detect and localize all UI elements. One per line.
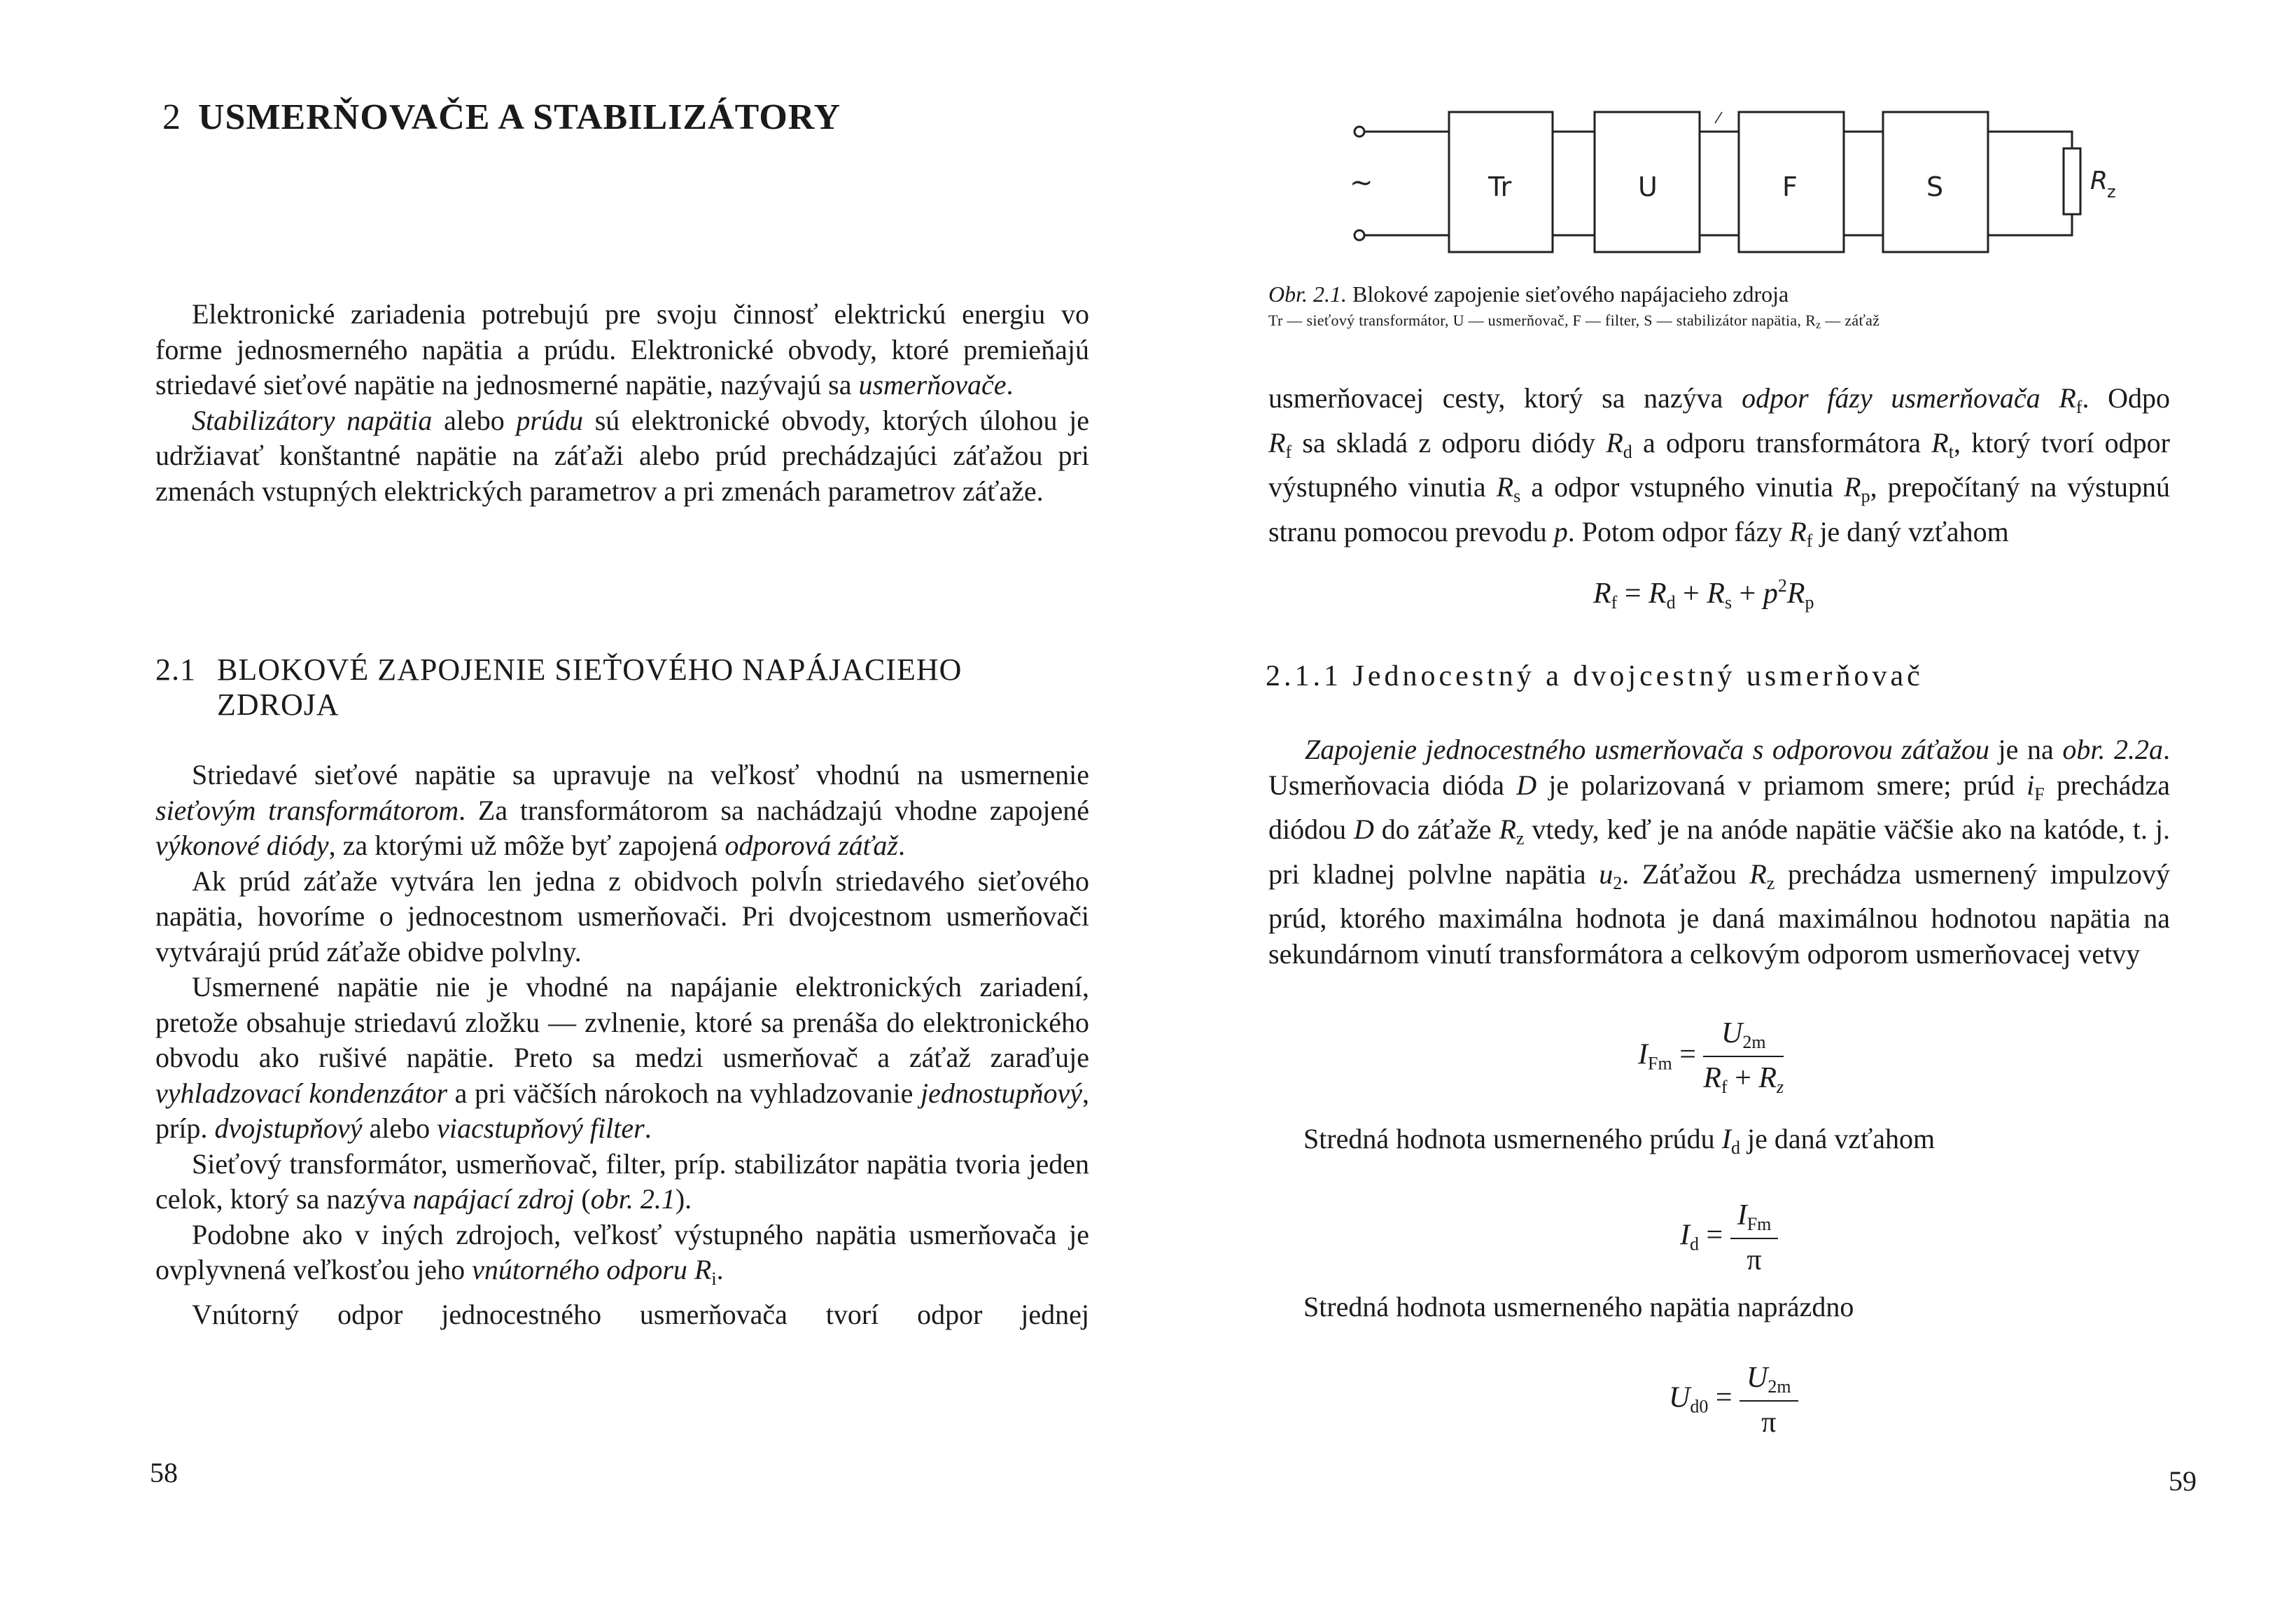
paragraph-8: Vnútorný odpor jednocestného usmerňovača tvorí odpor jednej <box>192 1298 1089 1330</box>
right-paragraph-4: Stredná hodnota usmerneného prúdu $I_d$ je daná vzťahom <box>1303 1123 1935 1158</box>
page-number-left: 58 <box>150 1457 178 1488</box>
block-f-label: F <box>1782 172 1798 202</box>
input-terminal-bottom <box>1354 230 1364 240</box>
paragraph-4: Ak prúd záťaže vytvára len jedna z obidvoch polvĺn striedavého sieťového napätia, hovoríme o jednocestnom usmerňovači. Pri dvojcestnom usmerňovači vytvárajú prúd záťaže obidve polvlny. <box>155 865 1089 968</box>
load-resistor <box>2064 148 2080 214</box>
block-tr-label: Tr <box>1488 172 1512 202</box>
right-page <box>1148 0 2296 1599</box>
block-u-label: U <box>1638 172 1658 202</box>
caption-main: Obr. 2.1. Blokové zapojenie sieťového napájacieho zdroja <box>1268 281 1789 307</box>
load-label-sub: z <box>2107 182 2116 202</box>
input-terminal-top <box>1354 127 1364 137</box>
ac-source-symbol: ~ <box>1350 167 1373 199</box>
right-paragraph-5-block <box>1303 1290 2171 1325</box>
intro-paragraph-2: Stabilizátory napätia alebo prúdu sú elektronické obvody, ktorých úlohou je udržiavať konštantné napätie na záťaži alebo prúd prechádzajúci záťažou pri zmenách vstupných elektrických parametrov a pri zmenách parametrov záťaže. <box>155 404 1090 507</box>
formula-rf: $R_f = R_d + R_s + p^2R_p$ <box>1593 575 1814 613</box>
right-paragraph-5: Stredná hodnota usmerneného napätia naprázdno <box>1303 1291 1854 1322</box>
block-diagram <box>1148 0 2296 280</box>
right-paragraph-3: Zapojenie jednocestného usmerňovača s odporovou záťažou je na obr. 2.2a. Usmerňovacia dióda D je polarizovaná v priamom smere; prúd $i_F$ prechádza diódou D do záťaže $R_z$ vtedy, keď je na anóde napätie väčšie ako na katóde, t. j. pri kladnej polvlne napätia $u_2$. Záťažou $R_z$ prechádza usmernený impulzový prúd, ktorého maximálna hodnota je daná maximálnou hodnotou napätia na sekundárnom vinutí transformátora a celkovým odporom usmerňovacej vetvy <box>1268 734 2171 970</box>
chapter-title-text: USMERŇOVAČE A STABILIZÁTORY <box>198 97 841 137</box>
page-number-right: 59 <box>2169 1465 2197 1497</box>
paragraph-6: Sieťový transformátor, usmerňovač, filter, príp. stabilizátor napätia tvoria jeden celok, ktorý sa nazýva napájací zdroj (obr. 2.1). <box>155 1147 1089 1215</box>
block-s-label: S <box>1926 172 1944 202</box>
right-paragraph-4-block <box>1303 1122 2171 1166</box>
right-paragraph-1: usmerňovacej cesty, ktorý sa nazýva odpor fázy usmerňovača $R_f$. Odpo <box>1268 382 2171 417</box>
intro-text <box>155 297 1089 509</box>
section-title-line-1: BLOKOVÉ ZAPOJENIE SIEŤOVÉHO NAPÁJACIEHO <box>217 652 962 687</box>
formula-id: $I_d$ = $\frac{I_{Fm}}{\pi}$ <box>1680 1199 1778 1277</box>
caption-legend: Tr — sieťový transformátor, U — usmerňovač, F — filter, S — stabilizátor napätia, Rz — záťaž <box>1268 312 1880 331</box>
formula-ud0: $U_{d0}$ = $\frac{U_{2m}}{\pi}$ <box>1669 1361 1798 1439</box>
load-label: R <box>2090 167 2108 195</box>
chapter-title <box>162 97 841 138</box>
right-text-top <box>1268 381 2170 559</box>
figure-caption <box>1268 281 1879 332</box>
subsection-title: 2.1.1 Jednocestný a dvojcestný usmerňovač <box>1266 660 1924 692</box>
paragraph-3: Striedavé sieťové napätie sa upravuje na veľkosť vhodnú na usmernenie sieťovým transformátorom. Za transformátorom sa nachádzajú vhodne zapojené výkonové diódy, za ktorými už môže byť zapojená odporová záťaž. <box>155 759 1089 861</box>
section-number: 2.1 <box>155 652 196 687</box>
formula-ifm: $I_{Fm}$ = $\frac{U_{2m}}{R_f + Rz}$ <box>1638 1017 1784 1097</box>
section-title-line-2: ZDROJA <box>217 687 340 722</box>
paragraph-7: Podobne ako v iných zdrojoch, veľkosť výstupného napätia usmerňovača je ovplyvnená veľkosťou jeho vnútorného odporu $R_i$. <box>155 1218 1089 1289</box>
right-paragraph-2: $R_f$ sa skladá z odporu diódy $R_d$ a odporu transformátora $R_t$, ktorý tvorí odpor výstupného vinutia $R_s$ a odpor vstupného vinutia $R_p$, prepočítaný na výstupnú stranu pomocou prevodu p. Potom odpor fázy $R_f$ je daný vzťahom <box>1268 426 2171 551</box>
paragraph-5: Usmernené napätie nie je vhodné na napájanie elektronických zariadení, pretože obsahuje striedavú zložku — zvlnenie, ktoré sa prenáša do elektronického obvodu ako rušivé napätie. Preto sa medzi usmerňovač a záťaž zaraďuje vyhladzovací kondenzátor a pri väčších nárokoch na vyhladzovanie jednostupňový, príp. dvojstupňový alebo viacstupňový filter. <box>155 971 1090 1144</box>
intro-paragraph-1: Elektronické zariadenia potrebujú pre svoju činnosť elektrickú energiu vo forme jednosmerného napätia a prúdu. Elektronické obvody, ktoré premieňajú striedavé sieťové napätie na jednosmerné napätie, nazývajú sa usmerňovače. <box>155 298 1089 400</box>
chapter-number: 2 <box>162 97 181 137</box>
section-text <box>155 757 1089 1332</box>
right-text-middle <box>1268 732 2170 972</box>
section-title <box>155 652 962 722</box>
